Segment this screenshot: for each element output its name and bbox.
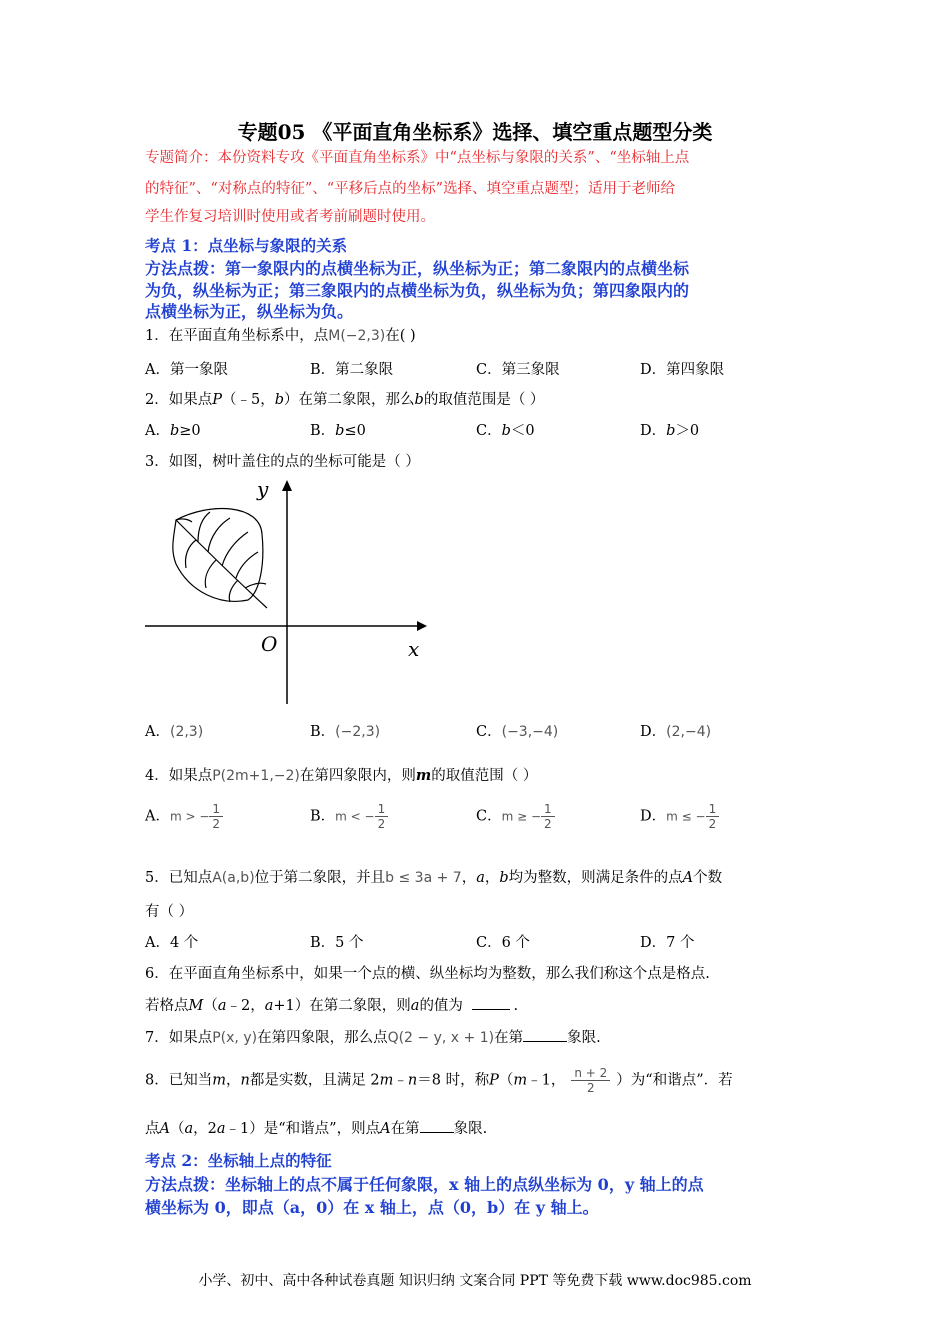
intro-line-1: 专题简介：本份资料专攻《平面直角坐标系》中“点坐标与象限的关系”、“坐标轴上点	[145, 150, 690, 166]
question-8-line-1: 8．已知当m，n都是实数，且满足 2m﹣n＝8 时，称P（m﹣1， $\frac{n + 2}{2}$ ）为“和谐点”．若	[145, 1066, 733, 1095]
intro-line-3: 学生作复习培训时使用或者考前刷题时使用。	[145, 209, 435, 225]
origin-label: O	[261, 632, 278, 656]
x-axis-label: x	[408, 637, 420, 661]
q3-option-a: A．(2,3)	[145, 724, 204, 740]
question-5-line-2: 有（ ）	[145, 904, 194, 920]
question-6-line-2: 若格点M（a﹣2，a+1）在第二象限，则a的值为 .	[145, 998, 519, 1014]
section-1-title: 考点 1：点坐标与象限的关系	[145, 236, 348, 255]
question-1: 1．在平面直角坐标系中，点M(−2,3)在( )	[145, 328, 416, 344]
q2-option-b: B．b≤0	[310, 423, 366, 439]
question-6-line-1: 6．在平面直角坐标系中，如果一个点的横、纵坐标均为整数，那么我们称这个点是格点.	[145, 966, 710, 982]
q5-option-c: C．6 个	[476, 935, 530, 951]
y-axis-label: y	[257, 477, 269, 501]
question-4: 4．如果点P(2m+1,−2)在第四象限内，则m的取值范围（ ）	[145, 767, 538, 784]
q5-option-a: A．4 个	[145, 935, 199, 951]
answer-blank[interactable]	[472, 997, 510, 1010]
q5-option-b: B．5 个	[310, 935, 364, 951]
page-title: 专题05 《平面直角坐标系》选择、填空重点题型分类	[237, 120, 713, 144]
question-2: 2．如果点P（﹣5，b）在第二象限，那么b的取值范围是（ ）	[145, 392, 545, 408]
q2-option-c: C．b＜0	[476, 423, 535, 439]
q4-option-d: D．m ≤ − $\frac{1}{2}$	[640, 802, 719, 831]
answer-blank[interactable]	[420, 1120, 454, 1133]
q3-option-c: C．(−3,−4)	[476, 724, 559, 740]
q3-option-d: D．(2,−4)	[640, 724, 712, 740]
question-7: 7．如果点P(x, y)在第四象限，那么点Q(2 − y, x + 1)在第 象限.	[145, 1030, 601, 1046]
q3-option-b: B．(−2,3)	[310, 724, 381, 740]
q2-option-d: D．b＞0	[640, 423, 700, 439]
section-1-method-1: 方法点拨：第一象限内的点横坐标为正，纵坐标为正；第二象限内的点横坐标	[145, 259, 690, 278]
question-8-line-2: 点A（a，2a﹣1）是“和谐点”，则点A在第 象限.	[145, 1121, 488, 1137]
q1-option-c: C．第三象限	[476, 362, 560, 378]
section-2-method-1: 方法点拨：坐标轴上的点不属于任何象限，x 轴上的点纵坐标为 0，y 轴上的点	[145, 1175, 704, 1194]
section-2-method-2: 横坐标为 0，即点（a，0）在 x 轴上，点（0，b）在 y 轴上。	[145, 1198, 599, 1217]
question-3: 3．如图，树叶盖住的点的坐标可能是（ ）	[145, 454, 420, 470]
section-1-method-3: 点横坐标为正，纵坐标为负。	[145, 302, 354, 321]
section-1-method-2: 为负，纵坐标为正；第三象限内的点横坐标为负，纵坐标为负；第四象限内的	[145, 281, 690, 300]
leaf-coordinate-figure	[140, 474, 430, 709]
question-5: 5．已知点A(a,b)位于第二象限，并且b ≤ 3a + 7，a，b均为整数，则满足条件的点A个数	[145, 870, 723, 886]
section-2-title: 考点 2：坐标轴上点的特征	[145, 1151, 332, 1170]
intro-line-2: 的特征”、“对称点的特征”、“平移后点的坐标”选择、填空重点题型；适用于老师给	[145, 181, 676, 197]
x-axis-arrow	[417, 621, 427, 631]
q1-option-d: D．第四象限	[640, 362, 725, 378]
q5-option-d: D．7 个	[640, 935, 695, 951]
answer-blank[interactable]	[523, 1029, 567, 1042]
q4-option-a: A．m > − $\frac{1}{2}$	[145, 802, 223, 831]
q2-option-a: A．b≥0	[145, 423, 201, 439]
page-footer: 小学、初中、高中各种试卷真题 知识归纳 文案合同 PPT 等免费下载 www.doc985.com	[198, 1273, 752, 1289]
q1-option-a: A．第一象限	[145, 362, 228, 378]
q4-option-c: C．m ≥ − $\frac{1}{2}$	[476, 802, 555, 831]
q1-option-b: B．第二象限	[310, 362, 394, 378]
leaf-icon	[173, 508, 267, 608]
q4-option-b: B．m < − $\frac{1}{2}$	[310, 802, 388, 831]
y-axis-arrow	[282, 480, 292, 491]
